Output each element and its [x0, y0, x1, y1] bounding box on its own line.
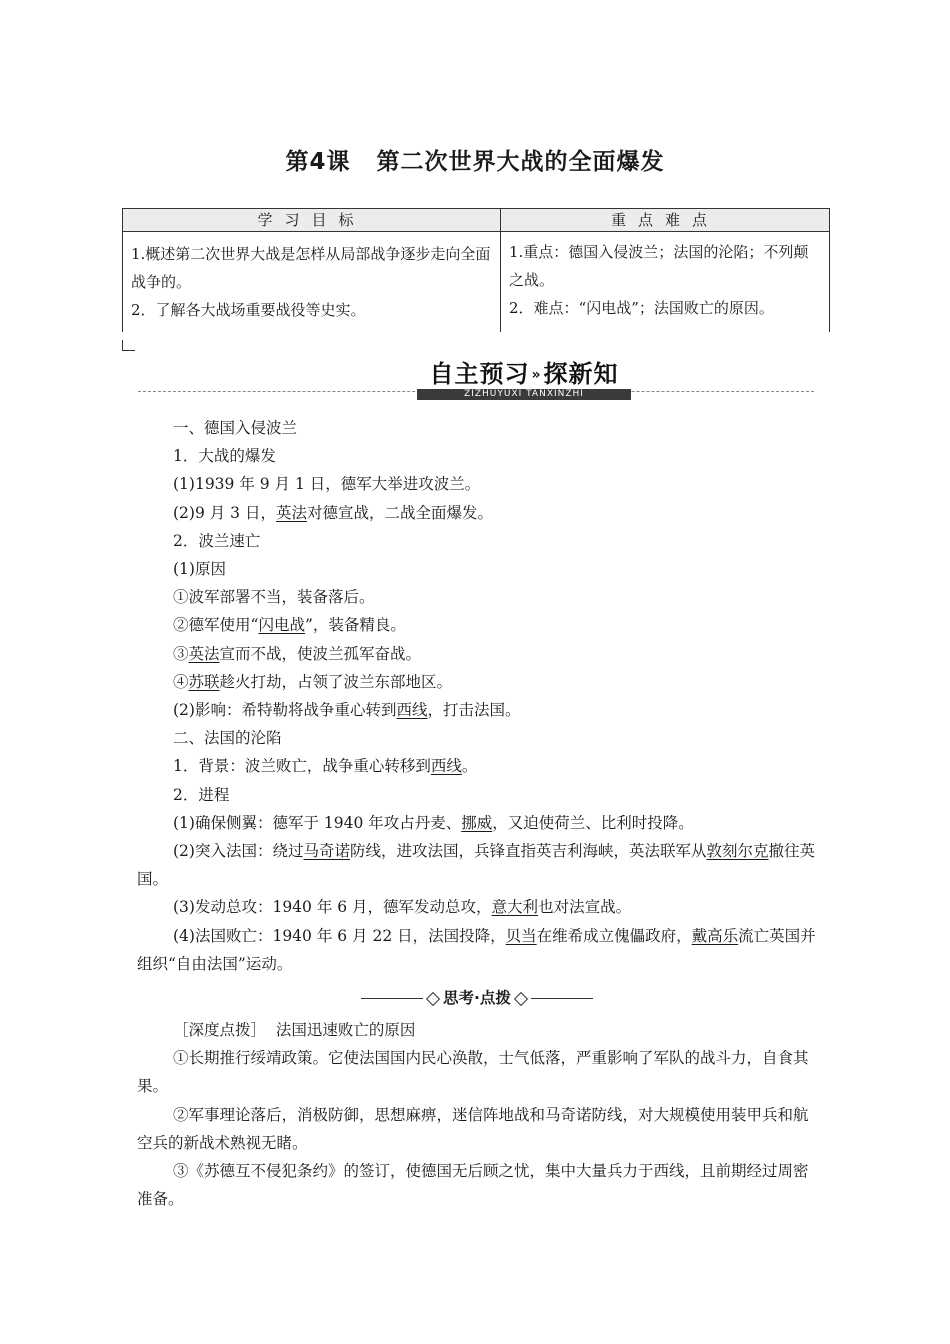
paragraph: ①波军部署不当，装备落后。 — [173, 588, 375, 607]
paragraph: (2)影响：希特勒将战争重心转到西线，打击法国。 — [173, 701, 521, 720]
answer-blank: 贝当 — [505, 926, 537, 945]
sub-heading: 2．进程 — [173, 785, 230, 804]
paragraph: (3)发动总攻：1940 年 6 月，德军发动总攻，意大利也对法宣战。 — [173, 898, 632, 917]
banner-subtitle: ZIZHUYUXI TANXINZHI — [417, 389, 631, 400]
double-chevron-icon: » — [531, 367, 542, 383]
divider-label: 思考·点拨 — [443, 989, 511, 1008]
answer-blank: 敦刻尔克 — [706, 842, 769, 861]
section-banner — [417, 359, 631, 401]
paragraph: ④苏联趁火打劫，占领了波兰东部地区。 — [173, 672, 453, 691]
goals-header-left: 学习目标 — [123, 209, 501, 232]
page-title — [0, 143, 950, 176]
lesson-content — [137, 414, 817, 1213]
answer-blank: 挪威 — [461, 813, 493, 832]
paragraph: (1)1939 年 9 月 1 日，德军大举进攻波兰。 — [173, 475, 481, 494]
paragraph: 1．背景：波兰败亡，战争重心转移到西线。 — [173, 757, 478, 776]
paragraph: (2)突入法国：绕过马奇诺防线，进攻法国，兵锋直指英吉利海峡，英法联军从敦刻尔克撤往英国。 — [137, 842, 816, 889]
goals-header-right: 重点难点 — [501, 209, 830, 232]
answer-blank: 英法 — [275, 503, 307, 522]
think-divider — [137, 984, 817, 1012]
section-heading: 一、德国入侵波兰 — [173, 419, 298, 437]
paragraph: (4)法国败亡：1940 年 6 月 22 日，法国投降，贝当在维希成立傀儡政府，戴高乐流亡英国并组织“自由法国”运动。 — [137, 926, 816, 973]
answer-blank: 苏联 — [188, 672, 220, 691]
paragraph: (1)原因 — [173, 560, 226, 579]
paragraph: (1)确保侧翼：德军于 1940 年攻占丹麦、挪威，又迫使荷兰、比利时投降。 — [173, 813, 694, 832]
goal-item: 2．了解各大战场重要战役等史实。 — [131, 301, 366, 319]
answer-blank: 西线 — [430, 757, 462, 776]
paragraph: ③《苏德互不侵犯条约》的签订，使德国无后顾之忧，集中大量兵力于西线，且前期经过周密准备。 — [137, 1162, 809, 1209]
goals-table — [122, 208, 830, 332]
answer-blank: 戴高乐 — [691, 926, 739, 945]
sub-heading: 2．波兰速亡 — [173, 531, 261, 550]
paragraph: ①长期推行绥靖政策。它使法国国内民心涣散，士气低落，严重影响了军队的战斗力，自食其果。 — [137, 1049, 809, 1096]
lesson-name: 第二次世界大战的全面爆发 — [376, 149, 665, 175]
paragraph: ［深度点拨］ 法国迅速败亡的原因 — [173, 1021, 416, 1040]
paragraph: ③英法宣而不战，使波兰孤军奋战。 — [173, 644, 422, 663]
banner-left-text: 自主预习 — [429, 360, 530, 388]
table-corner-mark — [122, 340, 135, 351]
answer-blank: 马奇诺 — [303, 842, 350, 861]
diamond-icon — [514, 991, 528, 1005]
goals-right-cell — [501, 232, 830, 333]
answer-blank: 闪电战 — [258, 616, 305, 635]
answer-blank: 英法 — [188, 644, 220, 663]
focus-item: 1.重点：德国入侵波兰；法国的沦陷；不列颠之战。 — [509, 243, 809, 289]
goal-item: 1.概述第二次世界大战是怎样从局部战争逐步走向全面战争的。 — [131, 245, 491, 291]
sub-heading: 1．大战的爆发 — [173, 447, 276, 466]
answer-blank: 西线 — [396, 701, 428, 720]
lesson-number: 第4课 — [285, 149, 351, 175]
paragraph: (2)9 月 3 日，英法对德宣战，二战全面爆发。 — [173, 503, 493, 522]
goals-left-cell — [123, 232, 501, 333]
paragraph: ②军事理论落后，消极防御，思想麻痹，迷信阵地战和马奇诺防线，对大规模使用装甲兵和航空兵的新战术熟视无睹。 — [137, 1105, 809, 1152]
section-heading: 二、法国的沦陷 — [173, 729, 282, 748]
answer-blank: 意大利 — [491, 898, 539, 917]
diamond-icon — [426, 991, 440, 1005]
banner-right-text: 探新知 — [543, 360, 619, 388]
focus-item: 2．难点：“闪电战”；法国败亡的原因。 — [509, 299, 774, 317]
tag: ［深度点拨］ — [173, 1021, 267, 1040]
paragraph: ②德军使用“闪电战”，装备精良。 — [173, 616, 406, 635]
